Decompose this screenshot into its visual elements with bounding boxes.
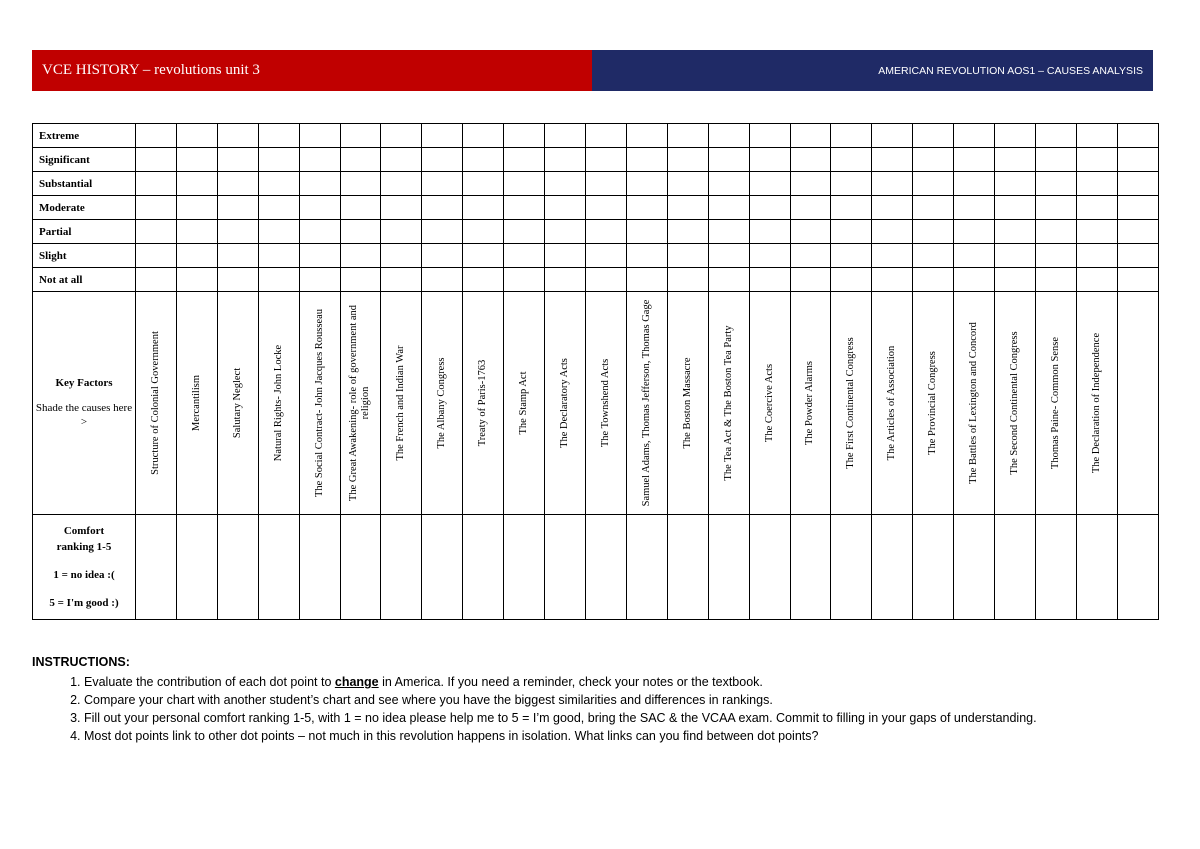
comfort-cell[interactable] [872, 515, 913, 620]
rating-cell[interactable] [504, 172, 545, 196]
comfort-cell[interactable] [136, 515, 177, 620]
comfort-cell[interactable] [1076, 515, 1117, 620]
comfort-cell[interactable] [217, 515, 258, 620]
rating-cell[interactable] [340, 172, 381, 196]
key-factors-instruction: Shade the causes here > [35, 402, 133, 428]
rating-cell[interactable] [913, 268, 954, 292]
page-header [32, 50, 1153, 91]
factor-label: The Tea Act & The Boston Tea Party [722, 325, 734, 481]
rating-cell[interactable] [749, 196, 790, 220]
factor-label: The Stamp Act [518, 371, 530, 435]
rating-cell[interactable] [545, 268, 586, 292]
rating-cell[interactable] [1076, 220, 1117, 244]
rating-cell[interactable] [790, 172, 831, 196]
rating-cell[interactable] [790, 244, 831, 268]
rating-cell[interactable] [585, 196, 626, 220]
factor-header-cell [667, 292, 708, 515]
rating-cell[interactable] [667, 220, 708, 244]
rating-cell[interactable] [708, 196, 749, 220]
rating-cell[interactable] [176, 124, 217, 148]
factor-label: The Declaratory Acts [559, 358, 571, 448]
rating-cell[interactable] [831, 244, 872, 268]
header-unit-title: AMERICAN REVOLUTION AOS1 – CAUSES ANALYSIS [592, 50, 1153, 91]
rating-cell[interactable] [381, 244, 422, 268]
comfort-scale-low: 1 = no idea :( [53, 569, 115, 581]
rating-cell[interactable] [749, 172, 790, 196]
rating-cell[interactable] [258, 196, 299, 220]
rating-cell[interactable] [831, 148, 872, 172]
rating-cell[interactable] [585, 172, 626, 196]
comfort-label-cell [33, 515, 136, 620]
rating-cell[interactable] [299, 148, 340, 172]
comfort-cell[interactable] [954, 515, 995, 620]
rating-cell[interactable] [1076, 196, 1117, 220]
rating-cell[interactable] [831, 196, 872, 220]
rating-cell[interactable] [176, 244, 217, 268]
rating-cell[interactable] [1035, 172, 1076, 196]
rating-cell[interactable] [422, 148, 463, 172]
rating-row [33, 172, 1159, 196]
instructions-list [32, 673, 1132, 745]
rating-cell[interactable] [504, 124, 545, 148]
factor-header-cell [872, 292, 913, 515]
factor-label: The Boston Massacre [681, 357, 693, 449]
rating-cell[interactable] [1117, 196, 1158, 220]
rating-cell[interactable] [340, 220, 381, 244]
rating-cell[interactable] [136, 196, 177, 220]
instructions-section [32, 655, 1132, 745]
rating-cell[interactable] [954, 124, 995, 148]
comfort-cell[interactable] [258, 515, 299, 620]
rating-label: Partial [33, 220, 136, 244]
rating-cell[interactable] [667, 268, 708, 292]
rating-cell[interactable] [1117, 172, 1158, 196]
factor-label: The Second Continental Congress [1008, 331, 1020, 475]
rating-cell[interactable] [708, 172, 749, 196]
rating-row [33, 220, 1159, 244]
comfort-cell[interactable] [176, 515, 217, 620]
rating-cell[interactable] [626, 244, 667, 268]
rating-cell[interactable] [422, 268, 463, 292]
factor-header-cell [831, 292, 872, 515]
rating-cell[interactable] [504, 148, 545, 172]
rating-row [33, 268, 1159, 292]
rating-cell[interactable] [217, 124, 258, 148]
rating-cell[interactable] [504, 268, 545, 292]
rating-cell[interactable] [954, 220, 995, 244]
rating-cell[interactable] [995, 220, 1036, 244]
factor-label: Samuel Adams, Thomas Jefferson, Thomas Gage [640, 299, 652, 507]
rating-cell[interactable] [258, 148, 299, 172]
factor-header-cell [340, 292, 381, 515]
rating-cell[interactable] [381, 196, 422, 220]
rating-cell[interactable] [749, 124, 790, 148]
rating-cell[interactable] [258, 268, 299, 292]
rating-cell[interactable] [872, 220, 913, 244]
factor-label: The Declaration of Independence [1090, 332, 1102, 474]
rating-cell[interactable] [381, 148, 422, 172]
rating-cell[interactable] [1117, 268, 1158, 292]
rating-cell[interactable] [463, 220, 504, 244]
rating-cell[interactable] [422, 196, 463, 220]
rating-cell[interactable] [504, 244, 545, 268]
factor-label: Mercantilism [190, 375, 202, 431]
rating-row [33, 196, 1159, 220]
rating-row [33, 148, 1159, 172]
rating-cell[interactable] [299, 172, 340, 196]
rating-cell[interactable] [749, 268, 790, 292]
rating-cell[interactable] [217, 148, 258, 172]
rating-cell[interactable] [995, 196, 1036, 220]
causes-analysis-table [32, 123, 1159, 620]
rating-label: Moderate [33, 196, 136, 220]
rating-cell[interactable] [299, 124, 340, 148]
rating-cell[interactable] [136, 172, 177, 196]
rating-cell[interactable] [1035, 124, 1076, 148]
factor-header-cell [626, 292, 667, 515]
rating-row [33, 244, 1159, 268]
rating-cell[interactable] [381, 268, 422, 292]
factor-header-cell [708, 292, 749, 515]
rating-cell[interactable] [790, 220, 831, 244]
comfort-cell[interactable] [1117, 515, 1158, 620]
rating-cell[interactable] [790, 148, 831, 172]
rating-cell[interactable] [708, 244, 749, 268]
rating-cell[interactable] [381, 172, 422, 196]
rating-cell[interactable] [954, 148, 995, 172]
rating-cell[interactable] [872, 124, 913, 148]
rating-cell[interactable] [136, 124, 177, 148]
rating-cell[interactable] [667, 196, 708, 220]
rating-cell[interactable] [381, 220, 422, 244]
factor-label: The Coercive Acts [763, 363, 775, 443]
comfort-label-line2: ranking 1-5 [56, 541, 112, 553]
instruction-item [84, 673, 1132, 691]
factor-label: Structure of Colonial Government [149, 331, 161, 475]
factor-label: The Townshend Acts [599, 358, 611, 448]
rating-cell[interactable] [995, 148, 1036, 172]
factors-row [33, 292, 1159, 515]
rating-row [33, 124, 1159, 148]
key-factors-cell [33, 292, 136, 515]
rating-cell[interactable] [340, 196, 381, 220]
comfort-cell[interactable] [913, 515, 954, 620]
rating-cell[interactable] [708, 220, 749, 244]
comfort-cell[interactable] [626, 515, 667, 620]
rating-cell[interactable] [749, 244, 790, 268]
rating-cell[interactable] [585, 244, 626, 268]
rating-cell[interactable] [954, 268, 995, 292]
rating-cell[interactable] [299, 268, 340, 292]
rating-cell[interactable] [258, 124, 299, 148]
rating-cell[interactable] [626, 172, 667, 196]
factor-label: The Social Contract- John Jacques Rousseau [313, 308, 325, 498]
rating-cell[interactable] [136, 268, 177, 292]
factor-header-cell [258, 292, 299, 515]
rating-cell[interactable] [258, 172, 299, 196]
rating-cell[interactable] [176, 172, 217, 196]
rating-cell[interactable] [136, 148, 177, 172]
rating-cell[interactable] [176, 268, 217, 292]
rating-cell[interactable] [381, 124, 422, 148]
rating-cell[interactable] [545, 124, 586, 148]
rating-cell[interactable] [217, 268, 258, 292]
rating-cell[interactable] [258, 220, 299, 244]
factor-header-cell [585, 292, 626, 515]
comfort-cell[interactable] [585, 515, 626, 620]
rating-cell[interactable] [872, 196, 913, 220]
instruction-text: in America. If you need a reminder, check your notes or the textbook. [378, 675, 763, 689]
rating-cell[interactable] [913, 172, 954, 196]
comfort-cell[interactable] [340, 515, 381, 620]
instructions-heading: INSTRUCTIONS: [32, 655, 130, 669]
rating-cell[interactable] [913, 196, 954, 220]
factor-header-cell [422, 292, 463, 515]
rating-cell[interactable] [463, 244, 504, 268]
rating-cell[interactable] [504, 220, 545, 244]
comfort-cell[interactable] [422, 515, 463, 620]
rating-cell[interactable] [708, 124, 749, 148]
rating-cell[interactable] [545, 172, 586, 196]
rating-cell[interactable] [463, 148, 504, 172]
instruction-item: 4. Most dot points link to other dot points – not much in this revolution happens in isolation. What links can you find between dot points? [84, 727, 1132, 745]
rating-cell[interactable] [831, 124, 872, 148]
rating-cell[interactable] [1117, 220, 1158, 244]
rating-cell[interactable] [217, 220, 258, 244]
rating-cell[interactable] [954, 172, 995, 196]
comfort-row [33, 515, 1159, 620]
factor-header-cell [1035, 292, 1076, 515]
rating-cell[interactable] [422, 124, 463, 148]
rating-cell[interactable] [422, 172, 463, 196]
factor-label: The Powder Alarms [804, 361, 816, 445]
rating-cell[interactable] [504, 196, 545, 220]
factor-label: Salutary Neglect [231, 367, 243, 439]
factor-label: The Albany Congress [436, 357, 448, 449]
rating-cell[interactable] [545, 148, 586, 172]
factor-header-cell [136, 292, 177, 515]
factor-header-cell [217, 292, 258, 515]
rating-cell[interactable] [954, 196, 995, 220]
rating-cell[interactable] [626, 148, 667, 172]
rating-cell[interactable] [995, 244, 1036, 268]
rating-cell[interactable] [667, 172, 708, 196]
rating-cell[interactable] [708, 148, 749, 172]
rating-cell[interactable] [545, 220, 586, 244]
rating-cell[interactable] [954, 244, 995, 268]
rating-cell[interactable] [340, 244, 381, 268]
rating-cell[interactable] [1076, 268, 1117, 292]
comfort-cell[interactable] [504, 515, 545, 620]
comfort-cell[interactable] [463, 515, 504, 620]
rating-cell[interactable] [1035, 268, 1076, 292]
rating-cell[interactable] [1035, 196, 1076, 220]
rating-cell[interactable] [1035, 220, 1076, 244]
rating-cell[interactable] [831, 172, 872, 196]
factor-label: The Great Awakening- role of government and religion [348, 304, 372, 502]
rating-cell[interactable] [790, 268, 831, 292]
factor-header-cell [1117, 292, 1158, 515]
factor-header-cell [176, 292, 217, 515]
instruction-text: Evaluate the contribution of each dot point to [84, 675, 335, 689]
rating-cell[interactable] [299, 196, 340, 220]
rating-cell[interactable] [545, 196, 586, 220]
rating-cell[interactable] [667, 124, 708, 148]
instruction-item: 3. Fill out your personal comfort ranking 1-5, with 1 = no idea please help me to 5 = I’m good, bring the SAC & the VCAA exam. Commit to filling in your gaps of understanding. [84, 709, 1132, 727]
rating-cell[interactable] [913, 244, 954, 268]
factor-label: Treaty of Paris-1763 [477, 359, 489, 447]
rating-cell[interactable] [667, 244, 708, 268]
rating-cell[interactable] [136, 220, 177, 244]
factor-header-cell [954, 292, 995, 515]
rating-cell[interactable] [258, 244, 299, 268]
rating-cell[interactable] [217, 244, 258, 268]
rating-cell[interactable] [176, 196, 217, 220]
rating-cell[interactable] [1117, 148, 1158, 172]
rating-cell[interactable] [299, 220, 340, 244]
rating-cell[interactable] [1076, 148, 1117, 172]
rating-cell[interactable] [995, 124, 1036, 148]
rating-cell[interactable] [1076, 124, 1117, 148]
comfort-cell[interactable] [749, 515, 790, 620]
factor-header-cell [790, 292, 831, 515]
factor-header-cell [913, 292, 954, 515]
rating-cell[interactable] [626, 196, 667, 220]
rating-cell[interactable] [872, 148, 913, 172]
rating-cell[interactable] [1117, 244, 1158, 268]
rating-cell[interactable] [176, 220, 217, 244]
rating-label: Substantial [33, 172, 136, 196]
instruction-item: 2. Compare your chart with another student’s chart and see where you have the biggest similarities and differences in rankings. [84, 691, 1132, 709]
header-course-title: VCE HISTORY – revolutions unit 3 [32, 50, 592, 91]
instruction-emphasis: change [334, 675, 379, 689]
rating-cell[interactable] [913, 124, 954, 148]
rating-cell[interactable] [463, 124, 504, 148]
factor-header-cell [299, 292, 340, 515]
comfort-cell[interactable] [667, 515, 708, 620]
rating-cell[interactable] [626, 220, 667, 244]
rating-cell[interactable] [790, 196, 831, 220]
rating-cell[interactable] [585, 124, 626, 148]
factor-label: The First Continental Congress [845, 337, 857, 469]
rating-cell[interactable] [585, 148, 626, 172]
rating-cell[interactable] [626, 124, 667, 148]
rating-cell[interactable] [667, 148, 708, 172]
comfort-scale-high: 5 = I'm good :) [49, 597, 119, 609]
rating-cell[interactable] [872, 268, 913, 292]
rating-cell[interactable] [831, 220, 872, 244]
rating-label: Extreme [33, 124, 136, 148]
rating-cell[interactable] [872, 244, 913, 268]
rating-cell[interactable] [136, 244, 177, 268]
factor-header-cell [1076, 292, 1117, 515]
rating-cell[interactable] [708, 268, 749, 292]
rating-cell[interactable] [1035, 244, 1076, 268]
comfort-cell[interactable] [790, 515, 831, 620]
rating-cell[interactable] [790, 124, 831, 148]
rating-cell[interactable] [217, 172, 258, 196]
rating-cell[interactable] [176, 148, 217, 172]
rating-cell[interactable] [422, 220, 463, 244]
rating-cell[interactable] [585, 220, 626, 244]
rating-cell[interactable] [1035, 148, 1076, 172]
rating-cell[interactable] [422, 244, 463, 268]
comfort-cell[interactable] [545, 515, 586, 620]
rating-cell[interactable] [340, 268, 381, 292]
rating-cell[interactable] [217, 196, 258, 220]
key-factors-title: Key Factors [55, 377, 113, 389]
rating-cell[interactable] [463, 172, 504, 196]
factor-label: Natural Rights- John Locke [272, 344, 284, 462]
factor-header-cell [995, 292, 1036, 515]
rating-cell[interactable] [749, 148, 790, 172]
comfort-cell[interactable] [299, 515, 340, 620]
rating-cell[interactable] [545, 244, 586, 268]
factor-label: The French and Indian War [395, 345, 407, 461]
rating-cell[interactable] [585, 268, 626, 292]
comfort-label-line1: Comfort [63, 525, 105, 537]
comfort-cell[interactable] [381, 515, 422, 620]
rating-cell[interactable] [1117, 124, 1158, 148]
factor-header-cell [504, 292, 545, 515]
rating-cell[interactable] [340, 124, 381, 148]
factor-header-cell [749, 292, 790, 515]
comfort-cell[interactable] [1035, 515, 1076, 620]
rating-cell[interactable] [463, 268, 504, 292]
comfort-cell[interactable] [831, 515, 872, 620]
factor-header-cell [463, 292, 504, 515]
rating-cell[interactable] [626, 268, 667, 292]
factor-label: Thomas Paine- Common Sense [1049, 336, 1061, 470]
factor-label: The Battles of Lexington and Concord [968, 322, 980, 484]
rating-cell[interactable] [913, 148, 954, 172]
factor-header-cell [381, 292, 422, 515]
comfort-cell[interactable] [708, 515, 749, 620]
factor-label: The Articles of Association [886, 345, 898, 461]
rating-cell[interactable] [1076, 172, 1117, 196]
rating-cell[interactable] [749, 220, 790, 244]
rating-cell[interactable] [463, 196, 504, 220]
rating-cell[interactable] [995, 268, 1036, 292]
rating-cell[interactable] [995, 172, 1036, 196]
rating-cell[interactable] [831, 268, 872, 292]
rating-cell[interactable] [340, 148, 381, 172]
rating-label: Slight [33, 244, 136, 268]
rating-cell[interactable] [913, 220, 954, 244]
factor-header-cell [545, 292, 586, 515]
rating-cell[interactable] [1076, 244, 1117, 268]
rating-cell[interactable] [299, 244, 340, 268]
factor-label: The Provincial Congress [927, 351, 939, 455]
rating-cell[interactable] [872, 172, 913, 196]
rating-label: Significant [33, 148, 136, 172]
comfort-cell[interactable] [995, 515, 1036, 620]
rating-label: Not at all [33, 268, 136, 292]
